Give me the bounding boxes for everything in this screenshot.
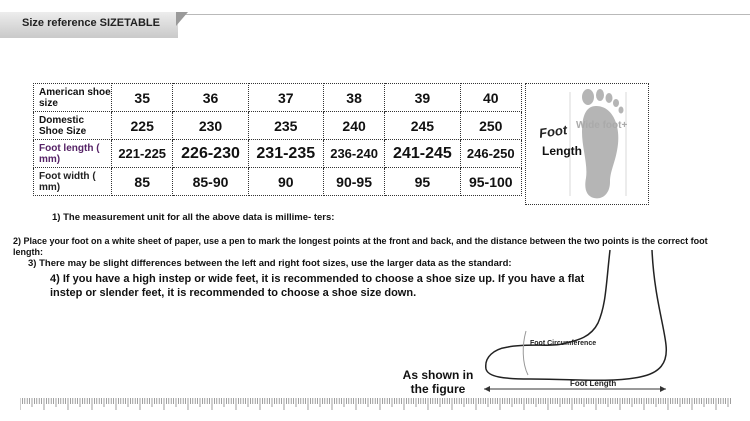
note-4: 4) If you have a high instep or wide feet, it is recommended to choose a shoe size up. If you have a flat instep or slender feet, it is recommended to choose a shoe size down. <box>50 273 585 299</box>
foot-illustration-panel <box>525 83 649 205</box>
row-label-domestic: Domestic Shoe Size <box>34 112 112 140</box>
table-cell: 240 <box>323 112 384 140</box>
header-tab-fold <box>176 12 188 26</box>
table-cell: 90-95 <box>323 168 384 196</box>
table-cell: 35 <box>112 84 173 112</box>
table-cell: 38 <box>323 84 384 112</box>
table-cell: 226-230 <box>173 140 248 168</box>
table-row <box>34 112 522 140</box>
table-row <box>34 140 522 168</box>
table-cell: 36 <box>173 84 248 112</box>
row-label-american: American shoe size <box>34 84 112 112</box>
wide-foot-label: Wide foot+ <box>576 120 628 131</box>
note-2: 2) Place your foot on a white sheet of paper, use a pen to mark the longest points at the front and back, and the distance between the two points is the correct foot length: <box>13 236 708 257</box>
ruler <box>20 398 734 412</box>
table-cell: 235 <box>248 112 323 140</box>
table-cell: 90 <box>248 168 323 196</box>
table-cell: 95 <box>385 168 460 196</box>
row-label-foot-length: Foot length ( mm) <box>34 140 112 168</box>
table-cell: 39 <box>385 84 460 112</box>
table-cell: 225 <box>112 112 173 140</box>
table-cell: 245 <box>385 112 460 140</box>
table-cell: 250 <box>460 112 521 140</box>
table-cell: 95-100 <box>460 168 521 196</box>
leg-foot-illustration <box>470 245 700 395</box>
note-3: 3) There may be slight differences between the left and right foot sizes, use the larger data as the standard: <box>28 258 512 269</box>
table-cell: 85 <box>112 168 173 196</box>
note-1: 1) The measurement unit for all the above data is millime- ters: <box>52 212 335 223</box>
table-cell: 40 <box>460 84 521 112</box>
table-cell: 221-225 <box>112 140 173 168</box>
table-cell: 230 <box>173 112 248 140</box>
table-cell: 246-250 <box>460 140 521 168</box>
foot-length-label: Foot Length <box>570 379 617 388</box>
page-title: Size reference SIZETABLE <box>22 17 160 29</box>
table-row <box>34 168 522 196</box>
table-cell: 37 <box>248 84 323 112</box>
table-cell: 231-235 <box>248 140 323 168</box>
length-label: Length <box>542 144 582 158</box>
table-cell: 85-90 <box>173 168 248 196</box>
size-table <box>33 83 522 196</box>
table-cell: 241-245 <box>385 140 460 168</box>
foot-circumference-label: Foot Circumference <box>530 340 597 347</box>
foot-label: Foot <box>538 122 569 141</box>
figure-caption: As shown in the figure <box>402 368 474 396</box>
row-label-foot-width: Foot width ( mm) <box>34 168 112 196</box>
table-row <box>34 84 522 112</box>
table-cell: 236-240 <box>323 140 384 168</box>
